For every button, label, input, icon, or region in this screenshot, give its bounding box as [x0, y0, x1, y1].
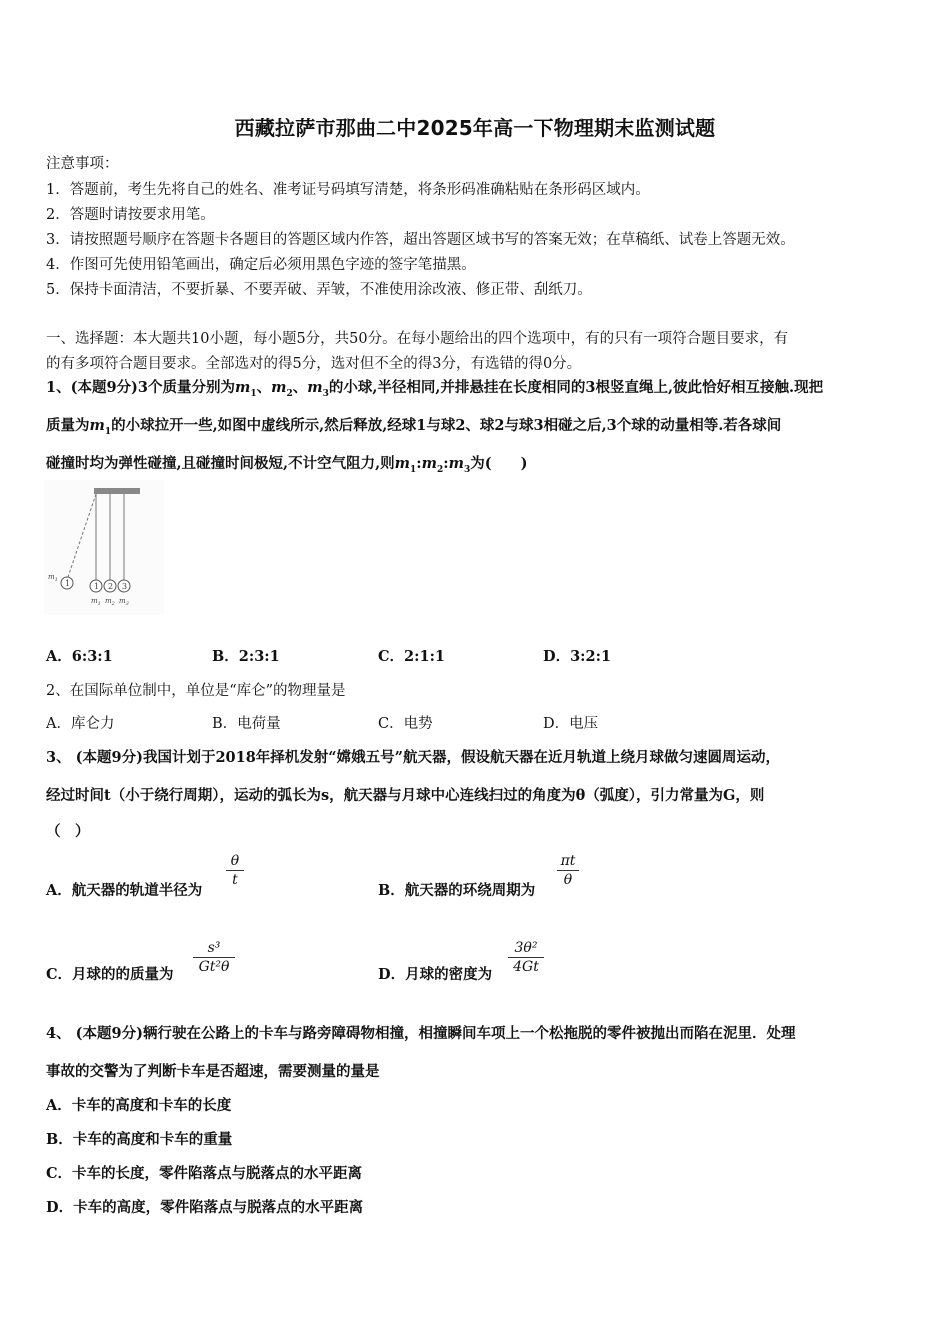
label-m1-bottom: $m_1$: [91, 597, 101, 607]
notice-item: 5．保持卡面清洁，不要折暴、不要弄破、弄皱，不准使用涂改液、修正带、刮纸刀。: [46, 282, 592, 298]
q3-option-b[interactable]: B．航天器的环绕周期为: [378, 882, 536, 899]
q4-option-d[interactable]: D．卡车的高度，零件陷落点与脱落点的水平距离: [46, 1199, 364, 1216]
q1-option-a[interactable]: A．6:3:1: [46, 648, 113, 665]
q4-option-b[interactable]: B．卡车的高度和卡车的重量: [46, 1131, 233, 1148]
notice-item: 4．作图可先使用铅笔画出，确定后必须用黑色字迹的签字笔描黑。: [46, 257, 476, 273]
ceiling-support: [94, 488, 140, 494]
q2-option-d[interactable]: D．电压: [543, 716, 599, 732]
notice-item: 1．答题前，考生先将自己的姓名、准考证号码填写清楚，将条形码准确粘贴在条形码区域内。: [46, 182, 650, 198]
ball-2-number: 2: [108, 582, 114, 591]
q3-option-b-formula: πt θ: [557, 853, 579, 888]
q1-option-d[interactable]: D．3:2:1: [543, 648, 612, 665]
q3-option-a[interactable]: A．航天器的轨道半径为: [46, 882, 203, 899]
notice-item: 2．答题时请按要求用笔。: [46, 207, 215, 223]
q1-stem-line3: 碰撞时均为弹性碰撞,且碰撞时间极短,不计空气阻力,则$m_1:m_2:m_3$为( ): [46, 455, 528, 475]
q4-stem-line2: 事故的交警为了判断卡车是否超速，需要测量的量是: [46, 1063, 380, 1080]
q1-option-c[interactable]: C．2:1:1: [378, 648, 446, 665]
section-intro-line: 的有多项符合题目要求。全部选对的得5分，选对但不全的得3分，有选错的得0分。: [46, 356, 582, 372]
notice-heading: 注意事项：: [46, 156, 119, 172]
q4-option-c[interactable]: C．卡车的长度，零件陷落点与脱落点的水平距离: [46, 1165, 363, 1182]
label-m3-bottom: $m_3$: [119, 597, 129, 607]
q2-option-a[interactable]: A．库仑力: [46, 716, 115, 732]
ball-3-number: 3: [122, 582, 128, 591]
q1-stem-line1: 1、(本题9分)3个质量分别为$m_1$、$m_2$、$m_3$的小球,半径相同,并排悬挂在长度相同的3根竖直绳上,彼此恰好相互接触.现把: [46, 379, 824, 399]
q2-option-b[interactable]: B．电荷量: [212, 716, 281, 732]
ball-1-number: 1: [94, 582, 100, 591]
q2-stem: 2、在国际单位制中，单位是“库仑”的物理量是: [46, 683, 346, 699]
q3-option-a-formula: θ t: [226, 853, 244, 888]
label-m1: $m_1$: [48, 573, 58, 583]
q3-stem-line3: （ ）: [46, 823, 90, 840]
q3-option-c-formula: s³ Gt²θ: [193, 940, 235, 975]
q3-option-d-formula: 3θ² 4Gt: [508, 940, 544, 975]
q2-option-c[interactable]: C．电势: [378, 716, 433, 732]
q4-stem-line1: 4、 (本题9分)辆行驶在公路上的卡车与路旁障碍物相撞，相撞瞬间车项上一个松拖脱的零件被抛出而陷在泥里．处理: [46, 1025, 796, 1042]
pendulum-figure: [44, 480, 164, 615]
q3-stem-line2: 经过时间t（小于绕行周期），运动的弧长为s，航天器与月球中心连线扫过的角度为θ（弧度），引力常量为G，则: [46, 787, 765, 804]
page-title: 西藏拉萨市那曲二中2025年高一下物理期末监测试题: [234, 116, 716, 140]
q4-option-a[interactable]: A．卡车的高度和卡车的长度: [46, 1097, 232, 1114]
section-intro-line: 一、选择题：本大题共10小题，每小题5分，共50分。在每小题给出的四个选项中，有的只有一项符合题目要求，有: [46, 331, 789, 347]
ball-displaced-number: 1: [65, 579, 71, 588]
q3-stem-line1: 3、 (本题9分)我国计划于2018年择机发射“嫦娥五号”航天器，假设航天器在近月轨道上绕月球做匀速圆周运动，: [46, 749, 780, 766]
q3-option-c[interactable]: C．月球的的质量为: [46, 966, 174, 983]
q1-option-b[interactable]: B．2:3:1: [212, 648, 280, 665]
q1-stem-line2: 质量为$m_1$的小球拉开一些,如图中虚线所示,然后释放,经球1与球2、球2与球3相碰之后,3个球的动量相等.若各球间: [46, 417, 782, 437]
notice-item: 3．请按照题号顺序在答题卡各题目的答题区域内作答，超出答题区域书写的答案无效；在草稿纸、试卷上答题无效。: [46, 232, 795, 248]
q3-option-d[interactable]: D．月球的密度为: [378, 966, 493, 983]
label-m2-bottom: $m_2$: [105, 597, 115, 607]
